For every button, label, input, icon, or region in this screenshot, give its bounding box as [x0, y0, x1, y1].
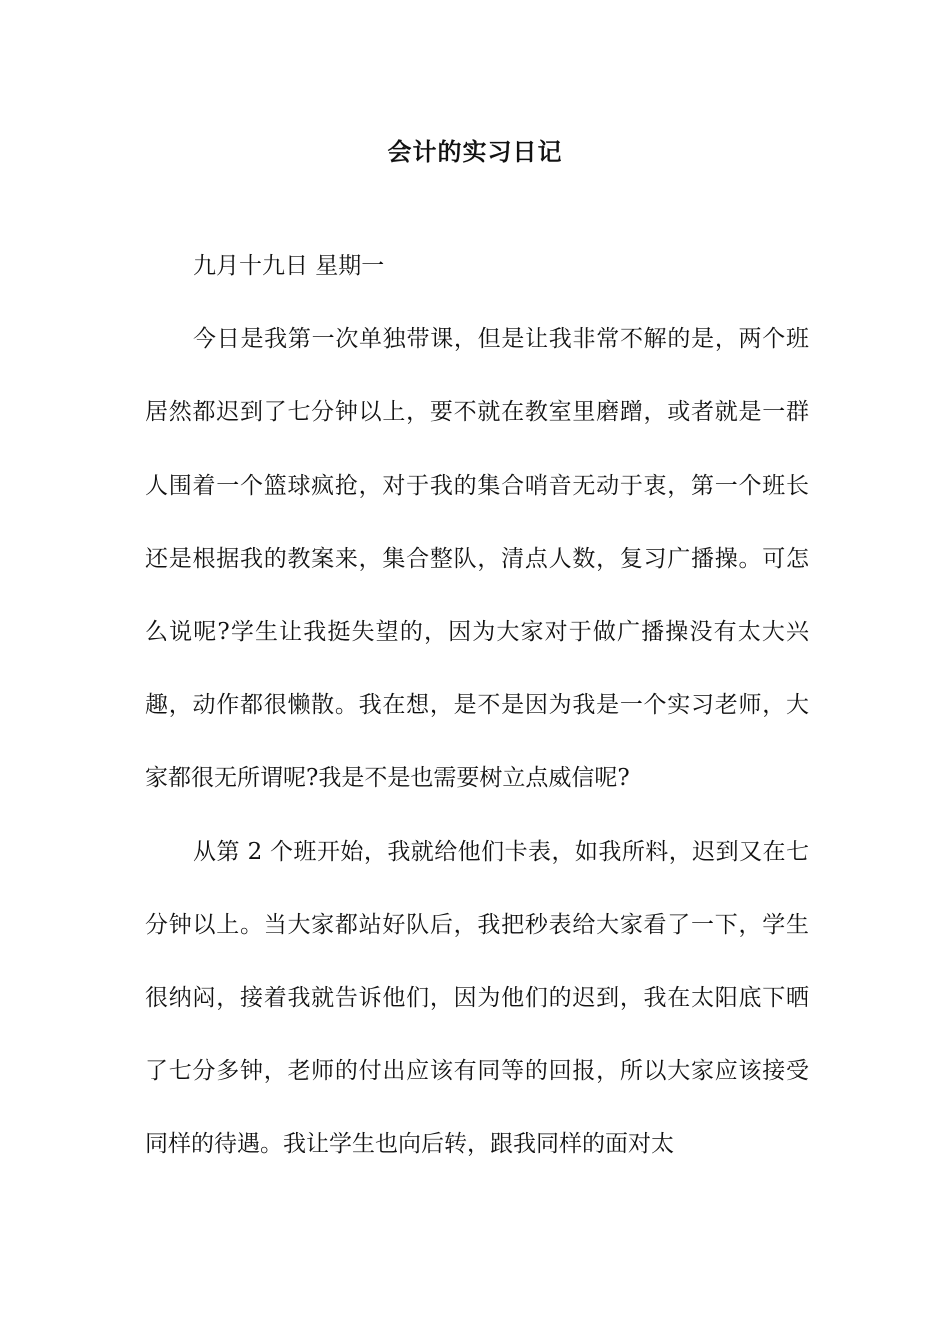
document-body: [145, 230, 809, 1182]
document-title: 会计的实习日记: [387, 137, 563, 166]
paragraph-1: 今日是我第一次单独带课，但是让我非常不解的是，两个班居然都迟到了七分钟以上，要不就在教室里磨蹭，或者就是一群人围着一个篮球疯抢，对于我的集合哨音无动于衷，第一个班长还是根据我的教案来，集合整队，清点人数，复习广播操。可怎么说呢?学生让我挺失望的，因为大家对于做广播操没有太大兴趣，动作都很懒散。我在想，是不是因为我是一个实习老师，大家都很无所谓呢?我是不是也需要树立点威信呢?: [145, 326, 809, 792]
paragraph-2: 从第 2 个班开始，我就给他们卡表，如我所料，迟到又在七分钟以上。当大家都站好队后，我把秒表给大家看了一下，学生很纳闷，接着我就告诉他们，因为他们的迟到，我在太阳底下晒了七分多钟，老师的付出应该有同等的回报，所以大家应该接受同样的待遇。我让学生也向后转，跟我同样的面对太: [145, 838, 809, 1158]
diary-date-line: 九月十九日 星期一: [193, 253, 385, 279]
